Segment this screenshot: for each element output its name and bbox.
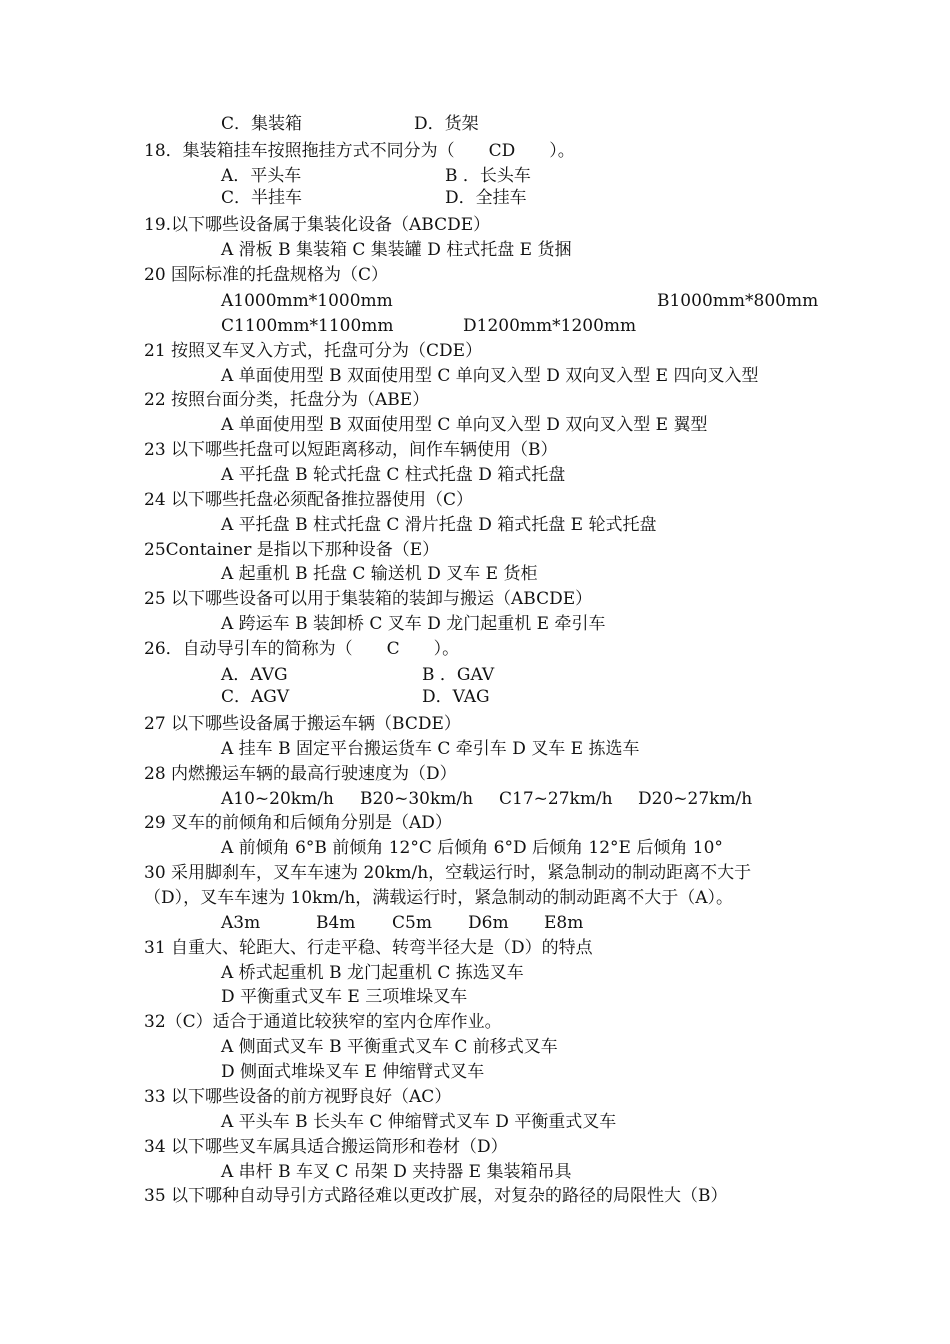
option-text: B ．长头车 bbox=[445, 166, 531, 186]
option-text: A 挂车 B 固定平台搬运货车 C 牵引车 D 叉车 E 拣选车 bbox=[221, 739, 640, 759]
question-text: 21 按照叉车叉入方式，托盘可分为（CDE） bbox=[144, 341, 483, 361]
question-text: 19.以下哪些设备属于集装化设备（ABCDE） bbox=[144, 215, 491, 235]
option-text: C．集装箱 bbox=[221, 114, 303, 134]
option-text: D20~27km/h bbox=[638, 789, 753, 809]
question-text: 24 以下哪些托盘必须配备推拉器使用（C） bbox=[144, 490, 474, 510]
option-text: B1000mm*800mm bbox=[657, 291, 819, 311]
option-text: A 串杆 B 车叉 C 吊架 D 夹持器 E 集装箱吊具 bbox=[221, 1162, 572, 1182]
option-text: A 侧面式叉车 B 平衡重式叉车 C 前移式叉车 bbox=[221, 1037, 558, 1057]
option-text: A3m bbox=[221, 913, 261, 933]
question-text: 35 以下哪种自动导引方式路径难以更改扩展，对复杂的路径的局限性大（B） bbox=[144, 1186, 728, 1206]
question-text: 30 采用脚刹车，叉车车速为 20km/h，空载运行时，紧急制动的制动距离不大于 bbox=[144, 863, 752, 883]
option-text: D1200mm*1200mm bbox=[463, 316, 637, 336]
option-text: D．VAG bbox=[422, 687, 490, 707]
question-text: 33 以下哪些设备的前方视野良好（AC） bbox=[144, 1087, 452, 1107]
option-text: B20~30km/h bbox=[360, 789, 474, 809]
option-text: D．全挂车 bbox=[445, 188, 527, 208]
option-text: A 平托盘 B 轮式托盘 C 柱式托盘 D 箱式托盘 bbox=[221, 465, 566, 485]
option-text: A 跨运车 B 装卸桥 C 叉车 D 龙门起重机 E 牵引车 bbox=[221, 614, 606, 634]
option-text: C1100mm*1100mm bbox=[221, 316, 394, 336]
option-text: A10~20km/h bbox=[221, 789, 334, 809]
option-text: A1000mm*1000mm bbox=[221, 291, 393, 311]
option-text: B4m bbox=[316, 913, 356, 933]
option-text: A 单面使用型 B 双面使用型 C 单向叉入型 D 双向叉入型 E 四向叉入型 bbox=[221, 366, 759, 386]
question-text: 27 以下哪些设备属于搬运车辆（BCDE） bbox=[144, 714, 461, 734]
question-text: （D），叉车车速为 10km/h，满载运行时，紧急制动的制动距离不大于（A）。 bbox=[144, 888, 734, 908]
option-text: C．AGV bbox=[221, 687, 290, 707]
option-text: C17~27km/h bbox=[499, 789, 613, 809]
option-text: C．半挂车 bbox=[221, 188, 303, 208]
option-text: A．AVG bbox=[221, 665, 288, 685]
question-text: 28 内燃搬运车辆的最高行驶速度为（D） bbox=[144, 764, 457, 784]
option-text: A 滑板 B 集装箱 C 集装罐 D 柱式托盘 E 货捆 bbox=[221, 240, 572, 260]
question-text: 29 叉车的前倾角和后倾角分别是（AD） bbox=[144, 813, 452, 833]
question-text: 34 以下哪些叉车属具适合搬运筒形和卷材（D） bbox=[144, 1137, 508, 1157]
option-text: B ．GAV bbox=[422, 665, 495, 685]
option-text: A 平托盘 B 柱式托盘 C 滑片托盘 D 箱式托盘 E 轮式托盘 bbox=[221, 515, 657, 535]
question-text: 32（C）适合于通道比较狭窄的室内仓库作业。 bbox=[144, 1012, 502, 1032]
option-text: D 平衡重式叉车 E 三项堆垛叉车 bbox=[221, 987, 468, 1007]
option-text: D 侧面式堆垛叉车 E 伸缩臂式叉车 bbox=[221, 1062, 485, 1082]
option-text: A 单面使用型 B 双面使用型 C 单向叉入型 D 双向叉入型 E 翼型 bbox=[221, 415, 708, 435]
question-text: 31 自重大、轮距大、行走平稳、转弯半径大是（D）的特点 bbox=[144, 938, 593, 958]
option-text: C5m bbox=[392, 913, 432, 933]
question-text: 20 国际标准的托盘规格为（C） bbox=[144, 265, 389, 285]
question-text: 26．自动导引车的简称为（ C ）。 bbox=[144, 639, 460, 659]
option-text: A 桥式起重机 B 龙门起重机 C 拣选叉车 bbox=[221, 963, 524, 983]
option-text: A 前倾角 6°B 前倾角 12°C 后倾角 6°D 后倾角 12°E 后倾角 10° bbox=[221, 838, 723, 858]
option-text: E8m bbox=[544, 913, 584, 933]
question-text: 23 以下哪些托盘可以短距离移动，间作车辆使用（B） bbox=[144, 440, 558, 460]
option-text: D6m bbox=[468, 913, 509, 933]
question-text: 25 以下哪些设备可以用于集装箱的装卸与搬运（ABCDE） bbox=[144, 589, 593, 609]
option-text: A 平头车 B 长头车 C 伸缩臂式叉车 D 平衡重式叉车 bbox=[221, 1112, 617, 1132]
option-text: A．平头车 bbox=[221, 166, 302, 186]
option-text: D．货架 bbox=[414, 114, 479, 134]
question-text: 18．集装箱挂车按照拖挂方式不同分为（ CD ）。 bbox=[144, 141, 575, 161]
question-text: 25Container 是指以下那种设备（E） bbox=[144, 540, 440, 560]
question-text: 22 按照台面分类，托盘分为（ABE） bbox=[144, 390, 430, 410]
option-text: A 起重机 B 托盘 C 输送机 D 叉车 E 货柜 bbox=[221, 564, 538, 584]
